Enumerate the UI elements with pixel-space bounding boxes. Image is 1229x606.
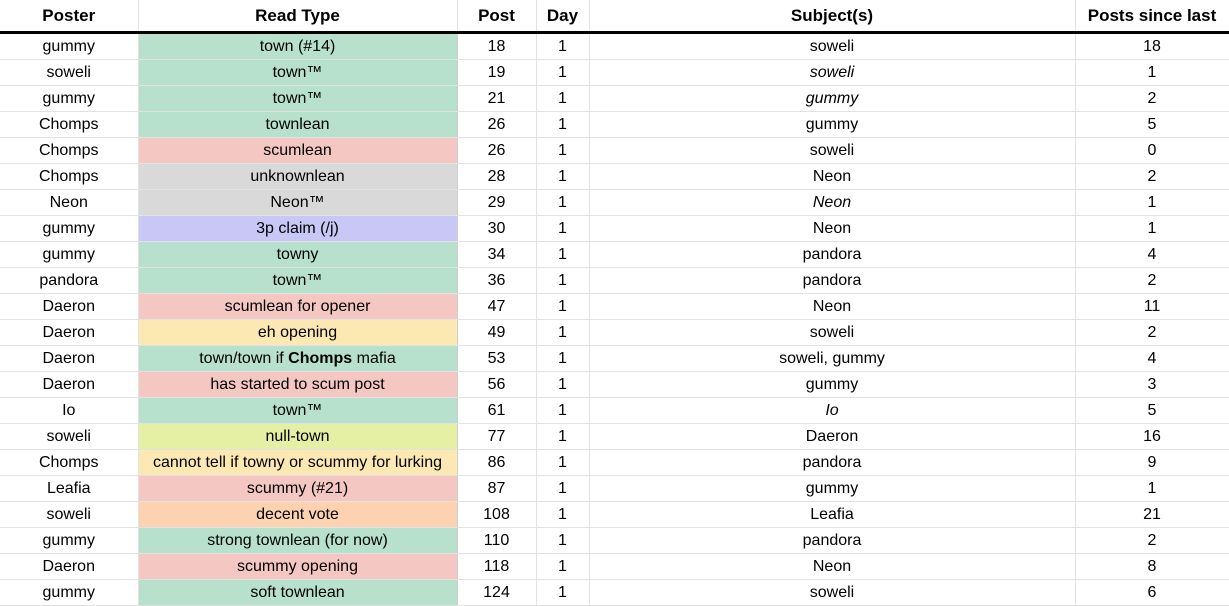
read-type-cell[interactable]: scumlean xyxy=(138,138,457,164)
read-type-cell[interactable]: null-town xyxy=(138,424,457,450)
day-cell[interactable]: 1 xyxy=(536,476,589,502)
post-cell[interactable]: 47 xyxy=(457,294,536,320)
table-row xyxy=(0,528,1229,554)
subjects-cell[interactable]: gummy xyxy=(589,372,1075,398)
read-type-cell[interactable]: strong townlean (for now) xyxy=(138,528,457,554)
table-row xyxy=(0,138,1229,164)
posts-since-last-cell[interactable]: 9 xyxy=(1075,450,1229,476)
read-type-text: mafia xyxy=(352,349,396,367)
poster-cell[interactable]: Neon xyxy=(0,190,138,216)
posts-since-last-cell[interactable]: 21 xyxy=(1075,502,1229,528)
posts-since-last-cell[interactable]: 2 xyxy=(1075,86,1229,112)
posts-since-last-cell[interactable]: 16 xyxy=(1075,424,1229,450)
posts-since-last-cell[interactable]: 1 xyxy=(1075,190,1229,216)
poster-cell[interactable]: Daeron xyxy=(0,554,138,580)
post-cell[interactable]: 61 xyxy=(457,398,536,424)
post-cell[interactable]: 21 xyxy=(457,86,536,112)
table-row xyxy=(0,580,1229,606)
poster-cell[interactable]: pandora xyxy=(0,268,138,294)
subjects-cell[interactable]: soweli xyxy=(589,320,1075,346)
day-cell[interactable]: 1 xyxy=(536,554,589,580)
read-type-cell[interactable]: town™ xyxy=(138,60,457,86)
posts-since-last-cell[interactable]: 2 xyxy=(1075,528,1229,554)
posts-since-last-cell[interactable]: 5 xyxy=(1075,398,1229,424)
post-cell[interactable]: 30 xyxy=(457,216,536,242)
poster-cell[interactable]: Daeron xyxy=(0,346,138,372)
day-cell[interactable]: 1 xyxy=(536,138,589,164)
table-row xyxy=(0,398,1229,424)
table-row xyxy=(0,86,1229,112)
read-type-cell[interactable]: cannot tell if towny or scummy for lurking xyxy=(138,450,457,476)
subjects-cell[interactable]: pandora xyxy=(589,268,1075,294)
day-cell[interactable]: 1 xyxy=(536,294,589,320)
subjects-cell[interactable]: soweli xyxy=(589,580,1075,606)
post-cell[interactable]: 56 xyxy=(457,372,536,398)
posts-since-last-cell[interactable]: 18 xyxy=(1075,33,1229,60)
poster-cell[interactable]: soweli xyxy=(0,502,138,528)
posts-since-last-cell[interactable]: 2 xyxy=(1075,164,1229,190)
read-type-cell[interactable]: soft townlean xyxy=(138,580,457,606)
read-type-bold-name: Chomps xyxy=(288,349,353,367)
day-cell[interactable]: 1 xyxy=(536,346,589,372)
read-type-cell[interactable]: towny xyxy=(138,242,457,268)
header-poster[interactable]: Poster xyxy=(0,0,138,33)
read-type-cell[interactable]: town (#14) xyxy=(138,33,457,60)
subjects-cell[interactable]: pandora xyxy=(589,450,1075,476)
subjects-cell[interactable]: gummy xyxy=(589,112,1075,138)
posts-since-last-cell[interactable]: 1 xyxy=(1075,216,1229,242)
subjects-cell[interactable]: Io xyxy=(589,398,1075,424)
read-type-cell[interactable]: 3p claim (/j) xyxy=(138,216,457,242)
poster-cell[interactable]: gummy xyxy=(0,33,138,60)
day-cell[interactable]: 1 xyxy=(536,216,589,242)
poster-cell[interactable]: Leafia xyxy=(0,476,138,502)
day-cell[interactable]: 1 xyxy=(536,268,589,294)
table-header xyxy=(0,0,1229,33)
subjects-cell[interactable]: soweli xyxy=(589,60,1075,86)
poster-cell[interactable]: soweli xyxy=(0,60,138,86)
post-cell[interactable]: 108 xyxy=(457,502,536,528)
subjects-cell[interactable]: Neon xyxy=(589,190,1075,216)
subjects-cell[interactable]: Neon xyxy=(589,554,1075,580)
table-row xyxy=(0,554,1229,580)
posts-since-last-cell[interactable]: 1 xyxy=(1075,476,1229,502)
day-cell[interactable]: 1 xyxy=(536,320,589,346)
posts-since-last-cell[interactable]: 4 xyxy=(1075,346,1229,372)
read-type-cell[interactable]: scummy (#21) xyxy=(138,476,457,502)
poster-cell[interactable]: gummy xyxy=(0,580,138,606)
table-row xyxy=(0,268,1229,294)
read-type-cell[interactable]: Neon™ xyxy=(138,190,457,216)
poster-cell[interactable]: Io xyxy=(0,398,138,424)
table-row xyxy=(0,190,1229,216)
poster-cell[interactable]: gummy xyxy=(0,528,138,554)
table-row xyxy=(0,112,1229,138)
subjects-cell[interactable]: Neon xyxy=(589,294,1075,320)
subjects-cell[interactable]: Neon xyxy=(589,164,1075,190)
post-cell[interactable]: 110 xyxy=(457,528,536,554)
poster-cell[interactable]: Chomps xyxy=(0,450,138,476)
posts-since-last-cell[interactable]: 4 xyxy=(1075,242,1229,268)
poster-cell[interactable]: Chomps xyxy=(0,164,138,190)
post-cell[interactable]: 34 xyxy=(457,242,536,268)
day-cell[interactable]: 1 xyxy=(536,33,589,60)
read-type-cell[interactable]: has started to scum post xyxy=(138,372,457,398)
read-type-cell[interactable]: unknownlean xyxy=(138,164,457,190)
table-row xyxy=(0,164,1229,190)
poster-cell[interactable]: gummy xyxy=(0,242,138,268)
day-cell[interactable]: 1 xyxy=(536,580,589,606)
poster-cell[interactable]: Chomps xyxy=(0,138,138,164)
post-cell[interactable]: 124 xyxy=(457,580,536,606)
table-row xyxy=(0,450,1229,476)
post-cell[interactable]: 53 xyxy=(457,346,536,372)
header-row xyxy=(0,0,1229,33)
day-cell[interactable]: 1 xyxy=(536,372,589,398)
subjects-cell[interactable]: soweli, gummy xyxy=(589,346,1075,372)
day-cell[interactable]: 1 xyxy=(536,60,589,86)
subjects-cell[interactable]: Leafia xyxy=(589,502,1075,528)
posts-since-last-cell[interactable]: 11 xyxy=(1075,294,1229,320)
day-cell[interactable]: 1 xyxy=(536,502,589,528)
poster-cell[interactable]: Daeron xyxy=(0,320,138,346)
poster-cell[interactable]: Daeron xyxy=(0,294,138,320)
table-row xyxy=(0,216,1229,242)
header-post[interactable]: Post xyxy=(457,0,536,33)
post-cell[interactable]: 28 xyxy=(457,164,536,190)
poster-cell[interactable]: gummy xyxy=(0,216,138,242)
read-type-cell[interactable]: decent vote xyxy=(138,502,457,528)
post-cell[interactable]: 49 xyxy=(457,320,536,346)
post-cell[interactable]: 36 xyxy=(457,268,536,294)
read-type-cell[interactable] xyxy=(138,346,457,372)
subjects-cell[interactable]: pandora xyxy=(589,528,1075,554)
subjects-cell[interactable]: soweli xyxy=(589,33,1075,60)
subjects-cell[interactable]: Daeron xyxy=(589,424,1075,450)
poster-cell[interactable]: gummy xyxy=(0,86,138,112)
posts-since-last-cell[interactable]: 8 xyxy=(1075,554,1229,580)
posts-since-last-cell[interactable]: 3 xyxy=(1075,372,1229,398)
posts-since-last-cell[interactable]: 0 xyxy=(1075,138,1229,164)
table-row xyxy=(0,424,1229,450)
day-cell[interactable]: 1 xyxy=(536,164,589,190)
post-cell[interactable]: 26 xyxy=(457,112,536,138)
table-body xyxy=(0,33,1229,606)
day-cell[interactable]: 1 xyxy=(536,86,589,112)
post-cell[interactable]: 29 xyxy=(457,190,536,216)
post-cell[interactable]: 87 xyxy=(457,476,536,502)
day-cell[interactable]: 1 xyxy=(536,242,589,268)
table-row xyxy=(0,33,1229,60)
subjects-cell[interactable]: gummy xyxy=(589,86,1075,112)
posts-since-last-cell[interactable]: 1 xyxy=(1075,60,1229,86)
poster-cell[interactable]: soweli xyxy=(0,424,138,450)
table-row xyxy=(0,320,1229,346)
table-row xyxy=(0,60,1229,86)
read-type-cell[interactable]: town™ xyxy=(138,86,457,112)
poster-cell[interactable]: Chomps xyxy=(0,112,138,138)
posts-since-last-cell[interactable]: 5 xyxy=(1075,112,1229,138)
day-cell[interactable]: 1 xyxy=(536,112,589,138)
day-cell[interactable]: 1 xyxy=(536,190,589,216)
subjects-cell[interactable]: soweli xyxy=(589,138,1075,164)
header-posts-since-last[interactable]: Posts since last xyxy=(1075,0,1229,33)
table-row xyxy=(0,242,1229,268)
table-row xyxy=(0,502,1229,528)
post-cell[interactable]: 19 xyxy=(457,60,536,86)
header-read-type[interactable]: Read Type xyxy=(138,0,457,33)
posts-since-last-cell[interactable]: 2 xyxy=(1075,320,1229,346)
poster-cell[interactable]: Daeron xyxy=(0,372,138,398)
posts-since-last-cell[interactable]: 6 xyxy=(1075,580,1229,606)
header-day[interactable]: Day xyxy=(536,0,589,33)
subjects-cell[interactable]: gummy xyxy=(589,476,1075,502)
read-type-cell[interactable]: eh opening xyxy=(138,320,457,346)
read-type-cell[interactable]: townlean xyxy=(138,112,457,138)
header-subjects[interactable]: Subject(s) xyxy=(589,0,1075,33)
subjects-cell[interactable]: pandora xyxy=(589,242,1075,268)
day-cell[interactable]: 1 xyxy=(536,424,589,450)
table-row xyxy=(0,346,1229,372)
post-cell[interactable]: 18 xyxy=(457,33,536,60)
post-cell[interactable]: 26 xyxy=(457,138,536,164)
read-type-cell[interactable]: scummy opening xyxy=(138,554,457,580)
day-cell[interactable]: 1 xyxy=(536,398,589,424)
table-row xyxy=(0,476,1229,502)
post-cell[interactable]: 118 xyxy=(457,554,536,580)
posts-since-last-cell[interactable]: 2 xyxy=(1075,268,1229,294)
subjects-cell[interactable]: Neon xyxy=(589,216,1075,242)
table-row xyxy=(0,372,1229,398)
read-type-cell[interactable]: scumlean for opener xyxy=(138,294,457,320)
post-cell[interactable]: 77 xyxy=(457,424,536,450)
day-cell[interactable]: 1 xyxy=(536,450,589,476)
day-cell[interactable]: 1 xyxy=(536,528,589,554)
read-type-cell[interactable]: town™ xyxy=(138,398,457,424)
table-row xyxy=(0,294,1229,320)
post-cell[interactable]: 86 xyxy=(457,450,536,476)
read-type-text: town/town if xyxy=(199,349,289,367)
read-type-cell[interactable]: town™ xyxy=(138,268,457,294)
